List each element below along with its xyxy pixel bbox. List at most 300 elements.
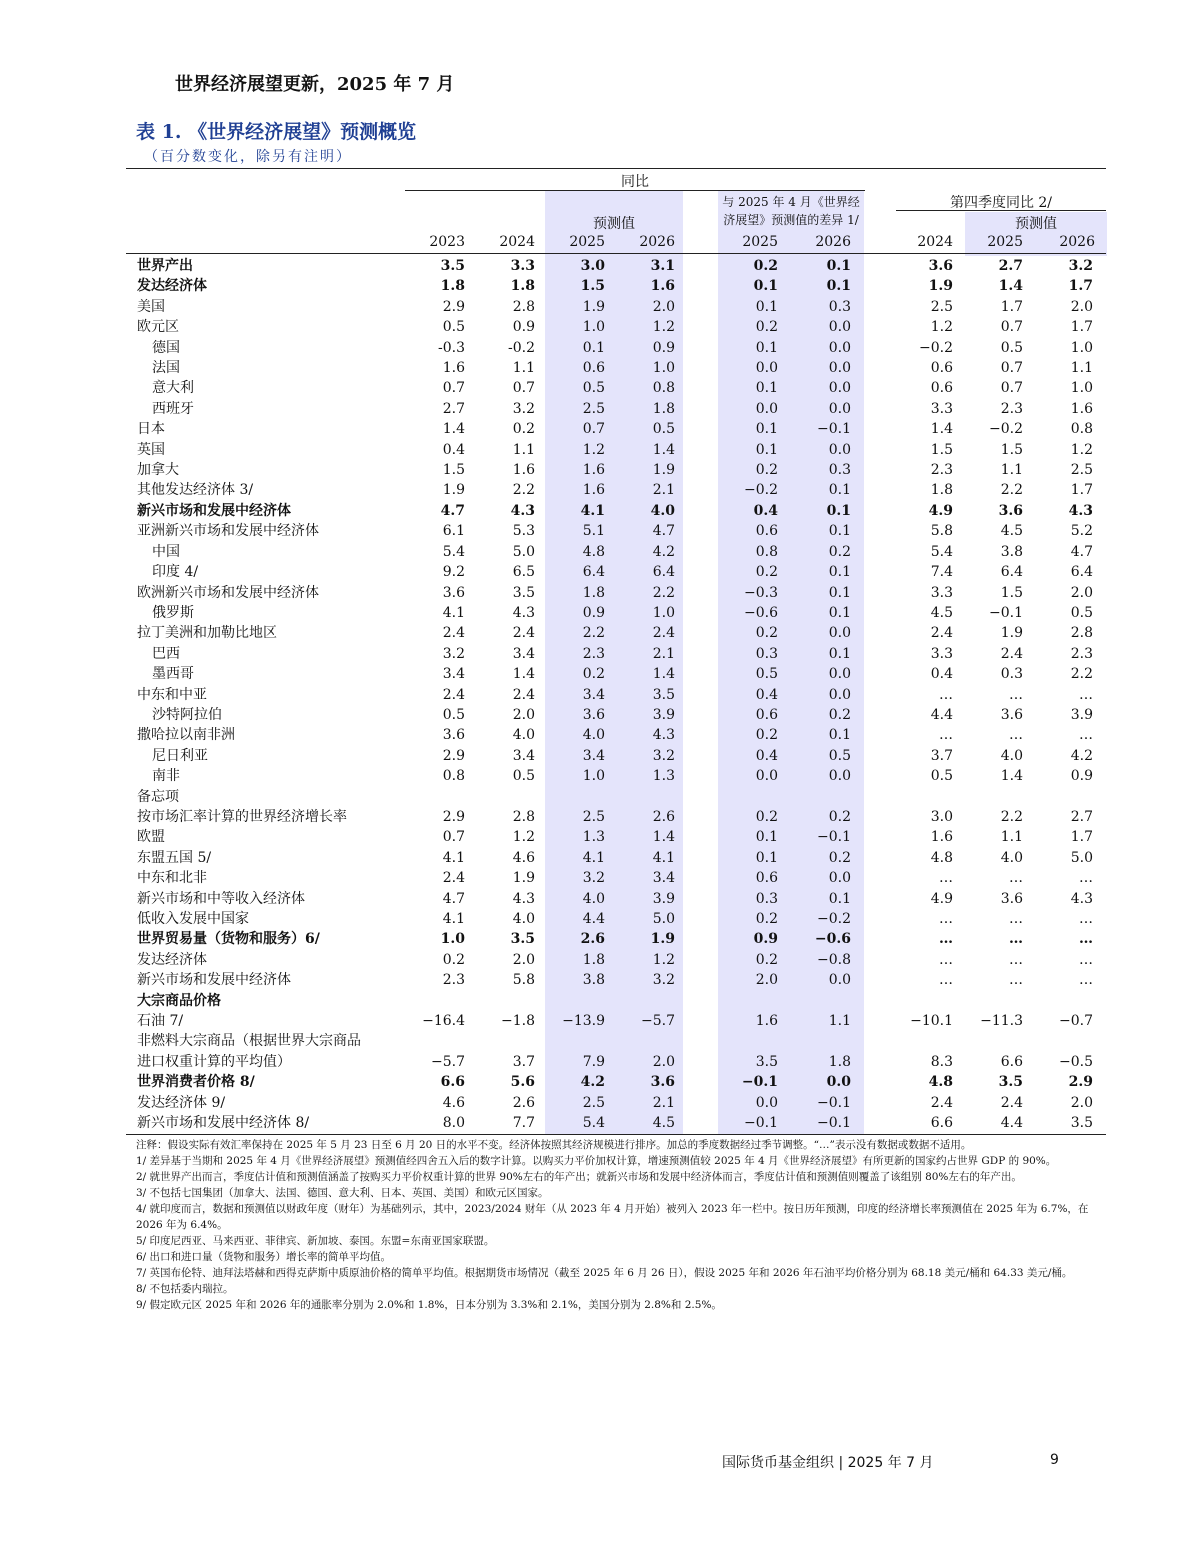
table-row xyxy=(126,766,1106,786)
cell-value: 5.0 xyxy=(1070,849,1093,866)
cell-value: 7.7 xyxy=(512,1115,535,1132)
row-label: 进口权重计算的平均值） xyxy=(137,1053,291,1070)
cell-value xyxy=(851,787,953,807)
cell-value: … xyxy=(1079,727,1093,744)
cell-value: 0.5 xyxy=(652,421,675,438)
top-rule xyxy=(126,168,1106,169)
cell-value: 2.4 xyxy=(512,686,535,703)
cell-value: −16.4 xyxy=(422,1013,465,1030)
cell-value: … xyxy=(1009,727,1023,744)
cell-value: 1.9 xyxy=(928,278,953,295)
cell-value: 5.2 xyxy=(1070,523,1093,540)
cell-pad xyxy=(1093,358,1106,378)
cell-value: 1.5 xyxy=(930,441,953,458)
cell-value: 3.6 xyxy=(1000,890,1023,907)
cell-value: 0.4 xyxy=(930,666,953,683)
cell-value: 4.3 xyxy=(512,890,535,907)
cell-value: 1.5 xyxy=(580,278,605,295)
cell-value: 1.8 xyxy=(510,278,535,295)
year-header: 2025 xyxy=(569,234,605,250)
cell-pad xyxy=(1093,399,1106,419)
cell-value: 0.1 xyxy=(755,421,778,438)
cell-value: 2.0 xyxy=(1070,584,1093,601)
year-header: 2023 xyxy=(429,234,465,250)
cell-value: 0.2 xyxy=(755,625,778,642)
year-header: 2025 xyxy=(742,234,778,250)
cell-pad xyxy=(1093,807,1106,827)
cell-pad xyxy=(1093,256,1106,276)
cell-value: 2.0 xyxy=(652,1053,675,1070)
cell-value: … xyxy=(1079,931,1093,948)
cell-value: 1.8 xyxy=(582,584,605,601)
row-label: 意大利 xyxy=(152,380,194,397)
note-paragraph: 注释：假设实际有效汇率保持在 2025 年 5 月 23 日至 6 月 20 日的水平不变。经济体按照其经济规模进行排序。加总的季度数据经过季节调整。“…”表示没有数据或数据不适用。 xyxy=(136,1139,972,1151)
footer-publisher: 国际货币基金组织 | 2025 年 7 月 xyxy=(722,1455,934,1471)
note-paragraph: 2/ 就世界产出而言，季度估计值和预测值涵盖了按购买力平价权重计算的世界 90%左右的年产出；就新兴市场和发展中经济体而言，季度估计值和预测值则覆盖了该组别 80%左右的年产出。 xyxy=(136,1171,1022,1183)
year-header: 2025 xyxy=(987,234,1023,250)
cell-value: 1.1 xyxy=(512,441,535,458)
cell-value xyxy=(851,1031,953,1051)
cell-value: 3.3 xyxy=(510,258,535,274)
cell-value: 0.0 xyxy=(828,686,851,703)
cell-value: 3.4 xyxy=(582,747,605,764)
cell-value: 1.7 xyxy=(1000,298,1023,315)
cell-value: 1.2 xyxy=(582,441,605,458)
row-label: 西班牙 xyxy=(152,400,194,417)
cell-value: 2.0 xyxy=(1070,1094,1093,1111)
cell-value: 3.6 xyxy=(650,1074,675,1091)
cell-value: 1.6 xyxy=(1070,400,1093,417)
cell-pad xyxy=(1093,889,1106,909)
cell-value: 4.6 xyxy=(442,1094,465,1111)
cell-value: −0.6 xyxy=(744,604,778,621)
row-label: 欧元区 xyxy=(137,319,179,336)
cell-value: 0.8 xyxy=(442,768,465,785)
table-row xyxy=(126,399,1106,419)
cell-value: 0.1 xyxy=(755,298,778,315)
cell-value: 1.6 xyxy=(755,1013,778,1030)
year-header: 2024 xyxy=(917,234,953,250)
cell-value: −0.3 xyxy=(744,584,778,601)
cell-value: 1.0 xyxy=(1070,380,1093,397)
cell-value: 1.0 xyxy=(582,768,605,785)
cell-value: 1.4 xyxy=(512,666,535,683)
cell-value: 1.5 xyxy=(1000,584,1023,601)
cell-value: 3.8 xyxy=(582,972,605,989)
table-row xyxy=(126,889,1106,909)
cell-value: 0.1 xyxy=(753,278,778,295)
cell-value: 6.6 xyxy=(440,1074,465,1091)
cell-pad xyxy=(1093,1113,1106,1133)
cell-value: −0.1 xyxy=(817,1115,851,1132)
cell-value: −0.1 xyxy=(817,421,851,438)
row-label: 墨西哥 xyxy=(152,666,194,683)
cell-value: 1.4 xyxy=(652,441,675,458)
cell-value: 3.2 xyxy=(652,747,675,764)
cell-value xyxy=(535,1031,605,1051)
cell-value: 2.7 xyxy=(442,400,465,417)
row-label: 世界产出 xyxy=(137,258,193,274)
cell-value: 0.3 xyxy=(828,462,851,479)
cell-pad xyxy=(1093,1011,1106,1031)
cell-value: … xyxy=(939,727,953,744)
cell-value: 6.4 xyxy=(582,564,605,581)
cell-value: 0.6 xyxy=(930,380,953,397)
cell-value: 2.4 xyxy=(512,625,535,642)
table-row xyxy=(126,970,1106,990)
row-label: 低收入发展中国家 xyxy=(137,911,249,927)
cell-value: 0.7 xyxy=(512,380,535,397)
cell-value: 2.2 xyxy=(1000,482,1023,499)
cell-value: 4.7 xyxy=(442,890,465,907)
cell-value: 3.7 xyxy=(930,747,953,764)
cell-value: 1.7 xyxy=(1068,278,1093,295)
cell-value: 2.9 xyxy=(442,298,465,315)
table-row xyxy=(126,950,1106,970)
row-label: 按市场汇率计算的世界经济增长率 xyxy=(137,808,347,825)
table-row xyxy=(126,746,1106,766)
table-title: 表 1. 《世界经济展望》预测概览 xyxy=(136,121,417,143)
cell-value: 0.5 xyxy=(1000,339,1023,356)
row-label: 中东和北非 xyxy=(137,870,207,887)
cell-value: 3.2 xyxy=(512,400,535,417)
cell-value: 2.2 xyxy=(582,625,605,642)
row-label: 俄罗斯 xyxy=(152,604,194,621)
cell-pad xyxy=(1093,705,1106,725)
cell-value: 0.5 xyxy=(582,380,605,397)
cell-value: 0.6 xyxy=(930,360,953,377)
cell-value: 0.3 xyxy=(1000,666,1023,683)
table-row xyxy=(126,1052,1106,1072)
cell-value: 0.1 xyxy=(828,482,851,499)
cell-value: 0.1 xyxy=(828,604,851,621)
row-label: 中东和中亚 xyxy=(137,686,207,703)
cell-value: 1.7 xyxy=(1070,482,1093,499)
cell-value: −0.5 xyxy=(1059,1053,1093,1070)
table-row xyxy=(126,705,1106,725)
note-paragraph: 8/ 不包括委内瑞拉。 xyxy=(136,1283,234,1295)
table-row xyxy=(126,1031,1106,1051)
cell-value: 4.1 xyxy=(442,849,465,866)
cell-value: 0.2 xyxy=(512,421,535,438)
row-label: 英国 xyxy=(137,441,165,458)
cell-value: −5.7 xyxy=(431,1053,465,1070)
cell-value: 0.8 xyxy=(755,543,778,560)
cell-value: … xyxy=(1079,911,1093,927)
cell-value: 6.4 xyxy=(652,564,675,581)
cell-value: 2.9 xyxy=(442,747,465,764)
cell-value: 2.8 xyxy=(512,808,535,825)
row-label: 世界消费者价格 8/ xyxy=(137,1074,255,1091)
cell-value: 0.1 xyxy=(826,502,851,519)
cell-value: −13.9 xyxy=(562,1013,605,1030)
cell-value: … xyxy=(1079,972,1093,989)
cell-value: 2.4 xyxy=(652,625,675,642)
cell-value: 2.0 xyxy=(652,298,675,315)
cell-value: 0.2 xyxy=(755,462,778,479)
cell-value: 0.1 xyxy=(755,829,778,846)
cell-value: 4.9 xyxy=(930,890,953,907)
cell-value: 1.6 xyxy=(512,462,535,479)
cell-value: −0.6 xyxy=(814,931,851,948)
cell-value: 1.7 xyxy=(1070,829,1093,846)
table-row xyxy=(126,358,1106,378)
row-label: 欧盟 xyxy=(137,829,165,846)
cell-value: 1.9 xyxy=(442,482,465,499)
table-row xyxy=(126,685,1106,705)
table-row xyxy=(126,297,1106,317)
cell-pad xyxy=(1093,276,1106,296)
row-label: 法国 xyxy=(152,360,180,377)
table-row xyxy=(126,460,1106,480)
cell-value: 3.5 xyxy=(755,1053,778,1070)
cell-value: 6.4 xyxy=(1000,564,1023,581)
cell-value xyxy=(953,991,1023,1011)
row-label: 备忘项 xyxy=(137,788,179,805)
cell-value: 1.1 xyxy=(1000,829,1023,846)
table-row xyxy=(126,1093,1106,1113)
cell-pad xyxy=(1093,970,1106,990)
table-row xyxy=(126,725,1106,745)
cell-value: 4.0 xyxy=(582,890,605,907)
cell-value: 6.1 xyxy=(442,523,465,540)
cell-value: 0.2 xyxy=(755,564,778,581)
cell-value: 2.0 xyxy=(512,951,535,968)
cell-value xyxy=(953,1031,1023,1051)
cell-value: 0.5 xyxy=(930,768,953,785)
cell-value: 1.0 xyxy=(652,604,675,621)
cell-pad xyxy=(1093,501,1106,521)
cell-pad xyxy=(1093,664,1106,684)
cell-value: 3.5 xyxy=(512,584,535,601)
cell-value: 1.9 xyxy=(1000,625,1023,642)
table-row xyxy=(126,664,1106,684)
cell-value: 3.6 xyxy=(998,502,1023,519)
cell-value: 4.3 xyxy=(512,604,535,621)
cell-value: … xyxy=(1009,931,1023,948)
cell-pad xyxy=(1093,297,1106,317)
forecast-table xyxy=(126,256,1106,1133)
cell-value: 0.2 xyxy=(828,849,851,866)
table-row xyxy=(126,256,1106,276)
cell-value: 2.6 xyxy=(512,1094,535,1111)
cell-value: 3.0 xyxy=(580,258,605,274)
cell-value: 5.8 xyxy=(930,523,953,540)
cell-value: 4.7 xyxy=(440,502,465,519)
row-label: 发达经济体 xyxy=(137,278,207,295)
cell-value: 4.7 xyxy=(1070,543,1093,560)
cell-pad xyxy=(1093,685,1106,705)
cell-value xyxy=(1023,1031,1093,1051)
cell-pad xyxy=(1093,562,1106,582)
table-row xyxy=(126,603,1106,623)
page-number: 9 xyxy=(1050,1452,1059,1468)
cell-value: 2.4 xyxy=(442,625,465,642)
cell-value: 0.2 xyxy=(753,258,778,274)
cell-value: 3.2 xyxy=(652,972,675,989)
table-row xyxy=(126,276,1106,296)
cell-value: 3.8 xyxy=(1000,543,1023,560)
cell-value: 1.5 xyxy=(1000,441,1023,458)
cell-value: 3.9 xyxy=(652,706,675,723)
table-row xyxy=(126,440,1106,460)
row-label: 撒哈拉以南非洲 xyxy=(137,727,235,744)
row-label: 亚洲新兴市场和发展中经济体 xyxy=(137,523,319,540)
cell-value: 1.0 xyxy=(440,931,465,948)
cell-value: 0.0 xyxy=(755,768,778,785)
cell-value: 4.2 xyxy=(652,543,675,560)
cell-pad xyxy=(1093,644,1106,664)
cell-pad xyxy=(1093,542,1106,562)
cell-value: 2.3 xyxy=(582,645,605,662)
cell-value: 4.1 xyxy=(442,911,465,927)
cell-value: 3.9 xyxy=(1070,706,1093,723)
cell-value: 1.8 xyxy=(828,1053,851,1070)
cell-value: … xyxy=(939,870,953,887)
cell-value: 0.5 xyxy=(1070,604,1093,621)
cell-value: 0.9 xyxy=(652,339,675,356)
row-label: 新兴市场和发展中经济体 xyxy=(137,972,291,989)
cell-value: 0.4 xyxy=(755,747,778,764)
cell-pad xyxy=(1093,848,1106,868)
cell-value: -0.2 xyxy=(508,339,535,356)
cell-value: 1.6 xyxy=(582,462,605,479)
cell-value: 4.7 xyxy=(652,523,675,540)
cell-value: 3.5 xyxy=(998,1074,1023,1091)
cell-value: 0.2 xyxy=(828,808,851,825)
cell-value: 3.3 xyxy=(930,645,953,662)
cell-value: 0.7 xyxy=(1000,319,1023,336)
row-label: 石油 7/ xyxy=(137,1013,184,1030)
cell-pad xyxy=(1093,583,1106,603)
cell-value: 0.2 xyxy=(755,808,778,825)
cell-value: −10.1 xyxy=(910,1013,953,1030)
cell-value: 2.6 xyxy=(580,931,605,948)
cell-value: 3.1 xyxy=(650,258,675,274)
cell-value: 0.0 xyxy=(828,972,851,989)
cell-value: 0.7 xyxy=(1000,360,1023,377)
note-paragraph: 4/ 就印度而言，数据和预测值以财政年度（财年）为基础列示，其中，2023/2024 财年（从 2023 年 4 月开始）被列入 2023 年一栏中。按日历年预测，印度的经济增长率预测值在 2025 年为 6.7%，在 2026 年为 6.4%。 xyxy=(136,1203,1089,1231)
cell-value: 0.9 xyxy=(512,319,535,336)
cell-value: 0.0 xyxy=(828,441,851,458)
cell-value: 3.0 xyxy=(930,808,953,825)
cell-value: 2.4 xyxy=(930,1094,953,1111)
cell-value: 0.0 xyxy=(828,666,851,683)
cell-value: 7.4 xyxy=(930,564,953,581)
cell-value: 3.5 xyxy=(652,686,675,703)
cell-value xyxy=(465,1031,535,1051)
cell-value xyxy=(778,991,851,1011)
cell-value: 5.0 xyxy=(512,543,535,560)
cell-value xyxy=(605,991,675,1011)
cell-value: 3.4 xyxy=(512,747,535,764)
cell-pad xyxy=(1093,746,1106,766)
cell-pad xyxy=(1093,440,1106,460)
row-label: 中国 xyxy=(152,543,180,560)
table-bottom-rule xyxy=(126,1134,1106,1135)
header-yoy: 同比 xyxy=(621,174,649,190)
cell-value: 1.4 xyxy=(930,421,953,438)
cell-value: −0.2 xyxy=(919,339,953,356)
cell-value: 2.4 xyxy=(442,870,465,887)
cell-value: 2.2 xyxy=(652,584,675,601)
cell-value: 2.0 xyxy=(1070,298,1093,315)
cell-value xyxy=(605,787,675,807)
cell-value: −0.2 xyxy=(817,911,851,927)
row-label: 发达经济体 9/ xyxy=(137,1094,226,1111)
cell-pad xyxy=(1093,827,1106,847)
row-label: 非燃料大宗商品（根据世界大宗商品 xyxy=(137,1033,361,1050)
cell-value xyxy=(605,1031,675,1051)
cell-value: 0.2 xyxy=(755,727,778,744)
cell-value: 0.2 xyxy=(755,319,778,336)
cell-value xyxy=(851,991,953,1011)
cell-value: 1.6 xyxy=(930,829,953,846)
cell-value: 4.4 xyxy=(582,911,605,927)
cell-value: 4.8 xyxy=(928,1074,953,1091)
cell-value: 0.1 xyxy=(755,380,778,397)
cell-value: 1.6 xyxy=(582,482,605,499)
cell-value xyxy=(675,1031,778,1051)
cell-value: 4.5 xyxy=(930,604,953,621)
cell-value: 0.4 xyxy=(753,502,778,519)
cell-value: 0.8 xyxy=(1070,421,1093,438)
row-label: 新兴市场和发展中经济体 8/ xyxy=(137,1115,310,1132)
cell-value: 2.4 xyxy=(442,686,465,703)
cell-value: 2.8 xyxy=(1070,625,1093,642)
row-label: 巴西 xyxy=(152,645,180,662)
cell-pad xyxy=(1093,317,1106,337)
table-row xyxy=(126,521,1106,541)
cell-value: 0.9 xyxy=(582,604,605,621)
cell-value xyxy=(405,787,465,807)
cell-value: 4.1 xyxy=(580,502,605,519)
row-label: 新兴市场和中等收入经济体 xyxy=(137,890,305,907)
cell-value: 0.0 xyxy=(755,400,778,417)
row-label: 发达经济体 xyxy=(137,951,207,968)
cell-value: −0.1 xyxy=(817,829,851,846)
cell-pad xyxy=(1093,787,1106,807)
cell-value: 3.9 xyxy=(652,890,675,907)
cell-pad xyxy=(1093,1052,1106,1072)
cell-value xyxy=(535,991,605,1011)
cell-value: 4.2 xyxy=(1070,747,1093,764)
cell-value: 2.9 xyxy=(442,808,465,825)
cell-value xyxy=(535,787,605,807)
cell-value: 0.9 xyxy=(753,931,778,948)
cell-value: 0.8 xyxy=(652,380,675,397)
cell-value: 4.9 xyxy=(928,502,953,519)
cell-pad xyxy=(1093,623,1106,643)
cell-value: 0.6 xyxy=(755,706,778,723)
cell-value: 1.2 xyxy=(1070,441,1093,458)
cell-value xyxy=(1023,787,1093,807)
cell-value: 0.3 xyxy=(755,645,778,662)
cell-value: 5.1 xyxy=(582,523,605,540)
cell-value: 1.2 xyxy=(930,319,953,336)
cell-value: 2.2 xyxy=(1070,666,1093,683)
cell-value xyxy=(675,991,778,1011)
cell-value: 0.2 xyxy=(755,951,778,968)
cell-value: 0.1 xyxy=(828,584,851,601)
table-row xyxy=(126,501,1106,521)
cell-value: 4.0 xyxy=(650,502,675,519)
cell-value: 0.1 xyxy=(826,278,851,295)
cell-value: 0.1 xyxy=(828,645,851,662)
cell-value: 0.2 xyxy=(582,666,605,683)
cell-value: −0.1 xyxy=(744,1115,778,1132)
cell-value: 3.5 xyxy=(1070,1115,1093,1132)
